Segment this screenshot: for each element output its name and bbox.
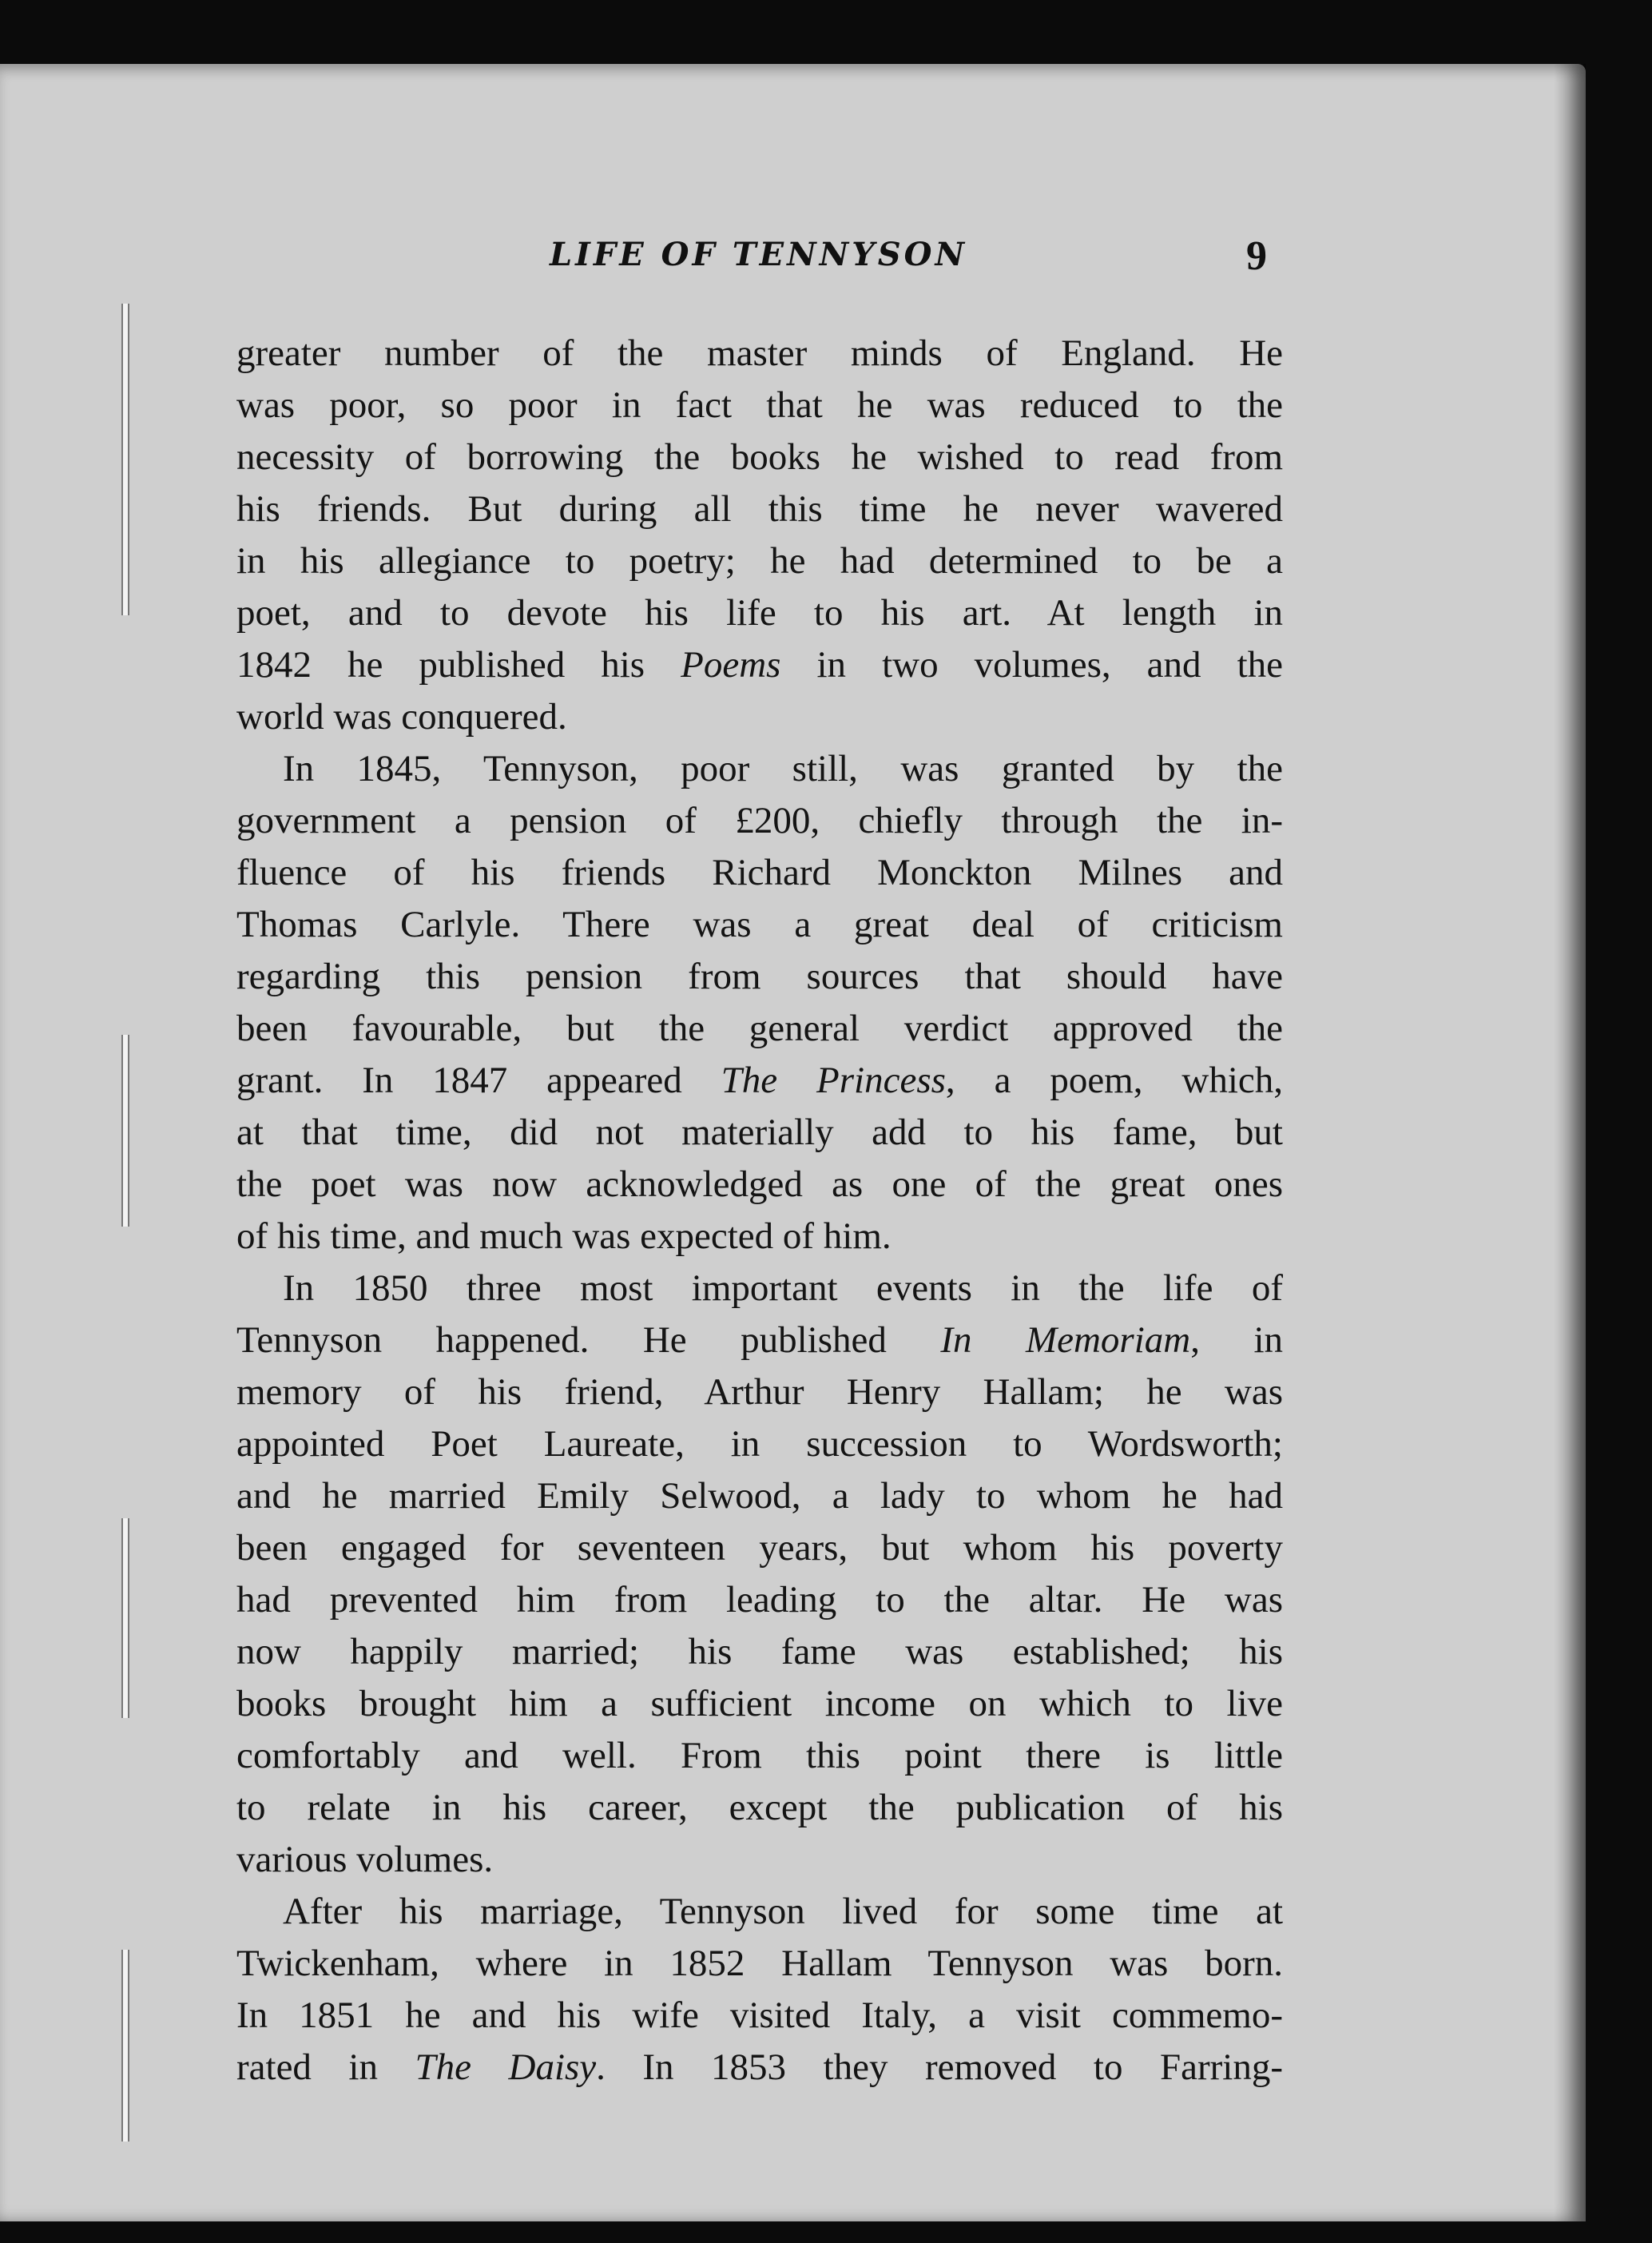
binding-thread	[121, 1518, 129, 1718]
italic-title: In Memoriam	[940, 1319, 1191, 1361]
text-line: In 1851 he and his wife visited Italy, a visit commemo-	[236, 1994, 1283, 2036]
body-text	[236, 328, 1283, 2094]
running-head: LIFE OF TENNYSON	[550, 236, 968, 273]
text-line: 1842 he published his Poems in two volumes, and the	[236, 644, 1283, 686]
text-line: memory of his friend, Arthur Henry Hallam; he was	[236, 1371, 1283, 1413]
text-line: his friends. But during all this time he never wavered	[236, 488, 1283, 530]
text-line: the poet was now acknowledged as one of the great ones	[236, 1163, 1283, 1205]
text-line: government a pension of £200, chiefly through the in-	[236, 800, 1283, 841]
text-line: at that time, did not materially add to his fame, but	[236, 1112, 1283, 1153]
text-line: After his marriage, Tennyson lived for some time at	[283, 1891, 1283, 1932]
text-line: appointed Poet Laureate, in succession to Wordsworth;	[236, 1423, 1283, 1465]
italic-title: Poems	[681, 644, 781, 686]
text-line: had prevented him from leading to the altar. He was	[236, 1579, 1283, 1621]
text-line: of his time, and much was expected of him.	[236, 1215, 892, 1257]
text-line: various volumes.	[236, 1839, 494, 1880]
binding-thread-marks	[104, 304, 152, 2142]
page-number: 9	[1246, 233, 1267, 279]
text-line: comfortably and well. From this point there is little	[236, 1735, 1283, 1776]
text-line: necessity of borrowing the books he wished to read from	[236, 436, 1283, 478]
text-line: been favourable, but the general verdict approved the	[236, 1008, 1283, 1049]
text-line: rated in The Daisy. In 1853 they removed to Farring-	[236, 2046, 1283, 2088]
text-line: world was conquered.	[236, 696, 567, 738]
text-line: fluence of his friends Richard Monckton Milnes and	[236, 852, 1283, 893]
text-line: to relate in his career, except the publication of his	[236, 1787, 1283, 1828]
text-line: books brought him a sufficient income on which to live	[236, 1683, 1283, 1724]
text-line: and he married Emily Selwood, a lady to whom he had	[236, 1475, 1283, 1517]
italic-title: The Princess	[721, 1060, 946, 1101]
text-line: Tennyson happened. He published In Memoriam, in	[236, 1319, 1284, 1361]
binding-thread	[121, 1035, 129, 1227]
binding-thread	[121, 1950, 129, 2142]
text-line: was poor, so poor in fact that he was reduced to the	[236, 384, 1283, 426]
italic-title: The Daisy	[415, 2046, 597, 2088]
text-line: in his allegiance to poetry; he had determined to be a	[236, 540, 1283, 582]
text-line: poet, and to devote his life to his art. At length in	[236, 592, 1283, 634]
text-line: In 1850 three most important events in the life of	[283, 1267, 1283, 1309]
text-line: now happily married; his fame was established; his	[236, 1631, 1283, 1672]
binding-thread	[121, 304, 129, 615]
text-line: Thomas Carlyle. There was a great deal of criticism	[236, 904, 1283, 945]
text-line: greater number of the master minds of England. He	[236, 332, 1283, 374]
text-line: Twickenham, where in 1852 Hallam Tennyson was born.	[236, 1943, 1283, 1984]
book-page	[0, 64, 1586, 2221]
page-header	[0, 233, 1586, 284]
text-line: been engaged for seventeen years, but whom his poverty	[236, 1527, 1283, 1569]
text-line: grant. In 1847 appeared The Princess, a poem, which,	[236, 1060, 1283, 1101]
text-line: In 1845, Tennyson, poor still, was granted by the	[283, 748, 1283, 789]
text-line: regarding this pension from sources that should have	[236, 956, 1283, 997]
